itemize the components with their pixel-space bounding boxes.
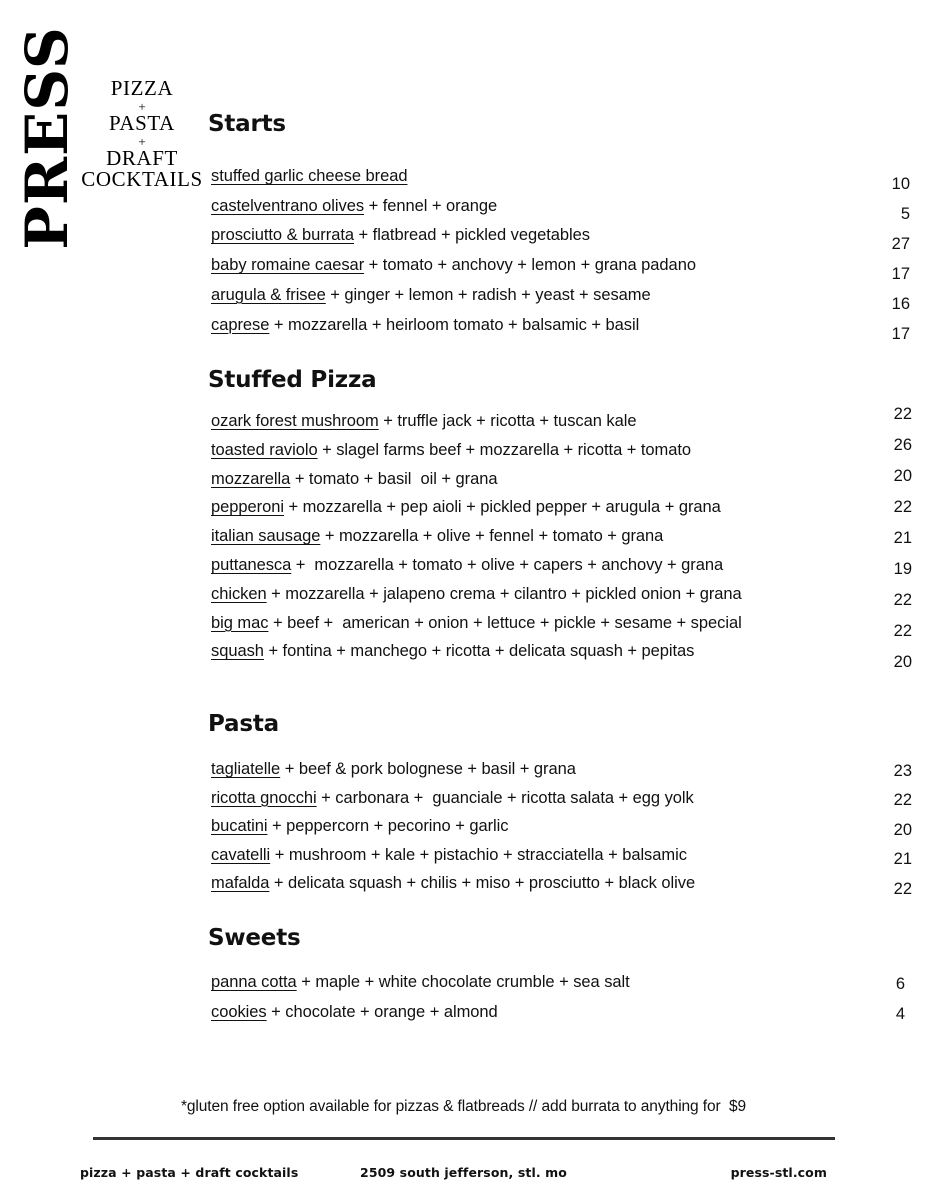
menu-item-price: 6: [895, 975, 905, 993]
footer-website[interactable]: press-stl.com: [730, 1165, 827, 1180]
menu-item-description: + flatbread + pickled vegetables: [354, 226, 590, 245]
menu-item: [211, 413, 636, 431]
menu-item: [211, 1004, 498, 1022]
menu-item-description: + fontina + manchego + ricotta + delicata squash + pepitas: [263, 642, 695, 661]
menu-item-name: chicken: [211, 584, 267, 603]
menu-item-price: 21: [893, 850, 912, 869]
menu-item-description: + truffle jack + ricotta + tuscan kale: [378, 412, 637, 430]
menu-item-description: + delicata squash + chilis + miso + prosciutto + black olive: [269, 874, 696, 893]
menu-item-name: prosciutto & burrata: [211, 226, 354, 245]
tagline-line-pizza: PIZZA: [110, 76, 174, 100]
menu-item-text: [211, 527, 663, 545]
menu-item-name: pepperoni: [211, 498, 284, 517]
menu-item: [211, 847, 687, 865]
menu-item-text: [211, 441, 691, 459]
section-title-stuffed-pizza: Stuffed Pizza: [208, 367, 377, 393]
menu-item-price: 20: [893, 820, 912, 839]
footer-address: 2509 south jefferson, stl. mo: [360, 1165, 567, 1180]
menu-item-text: [211, 789, 694, 807]
menu-item-price: 10: [891, 175, 910, 193]
menu-item-price: 22: [893, 498, 912, 516]
brand-wordmark: PRESS: [13, 26, 81, 250]
menu-item-description: + carbonara + guanciale + ricotta salata + egg yolk: [316, 788, 694, 807]
menu-item: [211, 528, 663, 546]
menu-item-text: [211, 614, 742, 632]
menu-item-description: + chocolate + orange + almond: [266, 1002, 498, 1021]
menu-item-price: 27: [891, 235, 910, 253]
menu-item-description: + mozzarella + olive + fennel + tomato + grana: [320, 527, 664, 546]
menu-item-description: + fennel + orange: [364, 196, 498, 215]
footer: [0, 1165, 927, 1185]
menu-item-text: [211, 760, 576, 778]
menu-item: [211, 586, 742, 604]
menu-item-price: 5: [900, 205, 910, 223]
menu-item-description: + tomato + anchovy + lemon + grana padano: [364, 256, 696, 275]
section-title-starts: Starts: [208, 111, 286, 137]
menu-item-text: [211, 556, 723, 574]
menu-item-name: castelventrano olives: [211, 196, 365, 215]
menu-item-name: panna cotta: [211, 973, 297, 991]
menu-item-description: + ginger + lemon + radish + yeast + sesame: [325, 285, 651, 304]
menu-item-text: [211, 642, 694, 660]
menu-item-description: + mushroom + kale + pistachio + stracciatella + balsamic: [270, 845, 687, 864]
menu-item-name: tagliatelle: [211, 760, 281, 778]
menu-item: [211, 442, 691, 460]
menu-item-name: cavatelli: [211, 845, 271, 864]
menu-item-price: 17: [891, 265, 910, 283]
tagline-line-pasta: PASTA: [109, 110, 175, 135]
menu-item-price: 17: [891, 325, 910, 343]
menu-item-text: [211, 874, 695, 892]
menu-item-price: 20: [893, 467, 912, 485]
menu-item-description: + peppercorn + pecorino + garlic: [267, 817, 509, 836]
menu-item-price: 22: [893, 405, 912, 423]
menu-item: [211, 761, 576, 779]
menu-item-price: 26: [893, 436, 912, 454]
menu-item: [211, 198, 497, 216]
menu-item-description: + beef & pork bolognese + basil + grana: [280, 760, 576, 778]
brand-wordmark-wrap: [13, 26, 81, 250]
menu-item-description: + mozzarella + jalapeno crema + cilantro + pickled onion + grana: [266, 584, 742, 603]
menu-item-text: [211, 412, 636, 430]
section-title-pasta: Pasta: [208, 711, 279, 737]
menu-item-description: + mozzarella + tomato + olive + capers + anchovy + grana: [291, 556, 724, 574]
menu-item-description: + tomato + basil oil + grana: [290, 469, 498, 488]
menu-note: *gluten free option available for pizzas & flatbreads // add burrata to anything for $9: [180, 1098, 747, 1115]
menu-item-name: arugula & frisee: [211, 285, 326, 304]
menu-item-text: [211, 286, 651, 304]
menu-item-price: 20: [893, 653, 912, 671]
menu-item: [211, 257, 696, 275]
menu-item-text: [211, 846, 687, 864]
menu-item-name: puttanesca: [211, 556, 292, 574]
tagline-plus-2: +: [138, 133, 146, 149]
menu-item: [211, 557, 723, 575]
menu-item-text: [211, 316, 639, 334]
menu-item-description: + beef + american + onion + lettuce + pickle + sesame + special: [268, 613, 742, 632]
menu-item-name: mozzarella: [211, 469, 291, 488]
menu-item-name: caprese: [211, 315, 270, 334]
menu-item-name: big mac: [211, 613, 269, 632]
menu-item-text: [211, 470, 497, 488]
menu-item: [211, 317, 639, 335]
menu-item: [211, 227, 590, 245]
menu-item: [211, 974, 630, 992]
menu-item-name: baby romaine caesar: [211, 256, 365, 275]
menu-item: [211, 287, 651, 305]
menu-item-name: italian sausage: [211, 527, 321, 546]
menu-item-text: [211, 973, 630, 991]
brand-logo: [13, 26, 208, 250]
menu-item: [211, 615, 742, 633]
menu-item-text: [211, 1003, 498, 1021]
footer-tagline: pizza + pasta + draft cocktails: [80, 1165, 299, 1180]
menu-item-price: 4: [895, 1004, 905, 1023]
menu-item-name: stuffed garlic cheese bread: [211, 167, 408, 185]
tagline-line-cocktails: COCKTAILS: [81, 167, 203, 192]
tagline-plus-1: +: [138, 98, 146, 114]
menu-item-name: ozark forest mushroom: [211, 412, 379, 430]
menu-item-price: 23: [893, 762, 912, 780]
menu-item: [211, 790, 694, 808]
menu-item-name: bucatini: [211, 817, 268, 836]
tagline-line-draft: DRAFT: [106, 145, 178, 170]
menu-item-price: 22: [893, 622, 912, 640]
brand-tagline: [78, 78, 206, 191]
menu-item-name: toasted raviolo: [211, 440, 318, 459]
menu-item-description: + slagel farms beef + mozzarella + ricotta + tomato: [317, 440, 691, 459]
menu-item-text: [211, 585, 742, 603]
footer-divider: [93, 1137, 835, 1140]
menu-item-price: 22: [893, 591, 912, 609]
menu-item: [211, 471, 497, 489]
menu-item-name: ricotta gnocchi: [211, 788, 317, 807]
menu-item-text: [211, 817, 508, 835]
menu-item-price: 21: [893, 529, 912, 547]
menu-item-description: + maple + white chocolate crumble + sea salt: [296, 973, 630, 991]
menu-item-description: + mozzarella + heirloom tomato + balsamic + basil: [269, 315, 640, 334]
menu-item: [211, 168, 407, 186]
menu-item: [211, 875, 695, 893]
menu-item-name: cookies: [211, 1002, 267, 1021]
menu-item-name: squash: [211, 642, 264, 661]
menu-item-text: [211, 197, 497, 215]
menu-item: [211, 499, 721, 517]
menu-item-text: [211, 256, 696, 274]
menu-item-price: 22: [893, 879, 912, 898]
menu-item: [211, 818, 508, 836]
menu-item-name: mafalda: [211, 874, 270, 893]
menu-item-text: [211, 226, 590, 244]
menu-item-description: + mozzarella + pep aioli + pickled pepper + arugula + grana: [283, 498, 721, 517]
menu-item-price: 16: [891, 295, 910, 313]
menu-item-price: 22: [893, 791, 912, 810]
menu-item: [211, 643, 694, 661]
menu-item-text: [211, 498, 721, 516]
menu-item-text: [211, 167, 407, 185]
section-title-sweets: Sweets: [208, 925, 301, 951]
menu-item-price: 19: [893, 560, 912, 578]
